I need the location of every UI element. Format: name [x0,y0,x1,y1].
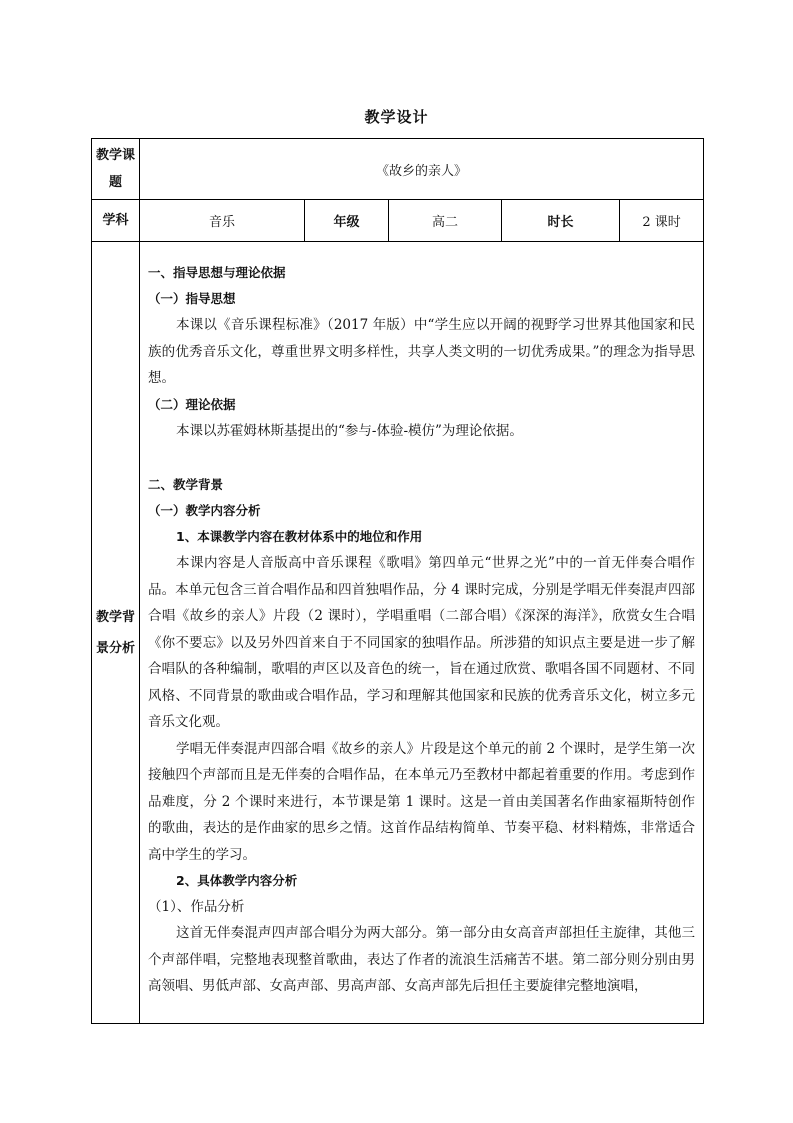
lesson-plan-table [91,138,704,1024]
subheading-guiding-thought: （一）指导思想 [148,291,236,306]
paragraph-lesson-importance: 学唱无伴奏混声四部合唱《故乡的亲人》片段是这个单元的前 2 个课时，是学生第一次接触四个声部而且是无伴奏的合唱作品，在本单元乃至教材中都起着重要的作用。考虑到作品难度，分 2 个课时来进行，本节课是第 1 课时。这是一首由美国著名作曲家福斯特创作的歌曲，表达的是作曲家的思乡之情。这首作品结构简单、节奏平稳、材料精炼，非常适合高中学生的学习。 [148,740,696,863]
paragraph-unit-overview: 本课内容是人音版高中音乐课程《歌唱》第四单元“世界之光”中的一首无伴奏合唱作品。本单元包含三首合唱作品和四首独唱作品，分 4 课时完成，分别是学唱无伴奏混声四部合唱《故乡的亲人》片段（2 课时），学唱重唱（二部合唱）《深深的海洋》，欣赏女生合唱《你不要忘》以及另外四首来自于不同国家的独唱作品。所涉猎的知识点主要是进一步了解合唱队的各种编制，歌唱的声区以及音色的统一，旨在通过欣赏、歌唱各国不同题材、不同风格、不同背景的歌曲或合唱作品，学习和理解其他国家和民族的优秀音乐文化，树立多元音乐文化观。 [148,555,696,730]
duration-value: 2 课时 [620,200,704,242]
document-title: 教学设计 [364,108,429,126]
subheading-position-role: 1、本课教学内容在教材体系中的地位和作用 [176,529,423,544]
info-row [92,200,704,242]
analysis-label: 教学背景分析 [92,242,140,1024]
subheading-content-analysis: （一）教学内容分析 [148,503,261,518]
subheading-specific-content: 2、具体教学内容分析 [176,873,298,888]
topic-label: 教学课题 [92,139,140,200]
subheading-theory-basis: （二）理论依据 [148,396,236,412]
subheading-work-analysis: （1）、作品分析 [148,899,245,915]
subject-value: 音乐 [140,200,305,242]
paragraph-theory-basis: 本课以苏霍姆林斯基提出的“参与-体验-模仿”为理论依据。 [176,422,523,439]
grade-value: 高二 [389,200,502,242]
subject-label: 学科 [92,200,140,242]
analysis-content [140,242,704,1024]
section-heading-guiding: 一、指导思想与理论依据 [148,265,286,280]
topic-row [92,139,704,200]
section-heading-background: 二、教学背景 [148,477,224,492]
paragraph-work-analysis: 这首无伴奏混声四声部合唱分为两大部分。第一部分由女高音声部担任主旋律，其他三个声部伴唱，完整地表现整首歌曲，表达了作者的流浪生活痛苦不堪。第二部分则分别由男高领唱、男低声部、女高声部、男高声部、女高声部先后担任主要旋律完整地演唱， [148,925,696,994]
duration-label: 时长 [502,200,620,242]
topic-value: 《故乡的亲人》 [140,139,704,200]
paragraph-guiding-thought: 本课以《音乐课程标准》（2017 年版）中“学生应以开阔的视野学习世界其他国家和民族的优秀音乐文化，尊重世界文明多样性，共享人类文明的一切优秀成果。”的理念为指导思想。 [148,317,696,386]
grade-label: 年级 [305,200,389,242]
analysis-row [92,242,704,1024]
